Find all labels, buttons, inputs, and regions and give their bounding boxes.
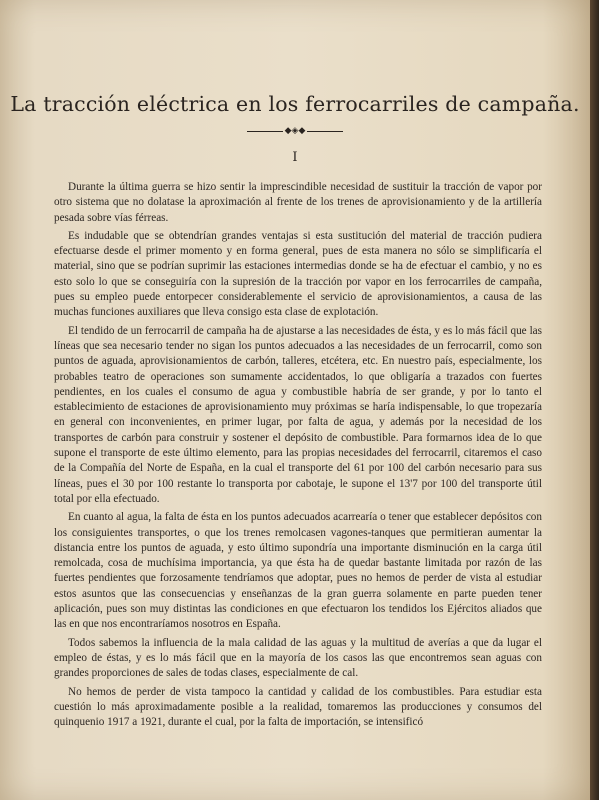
section-number: I [292,150,298,165]
ornament-rule-right [307,131,343,132]
paragraph: Es indudable que se obtendrían grandes ventajas si esta sustitución del material de tracción pudiera efectuarse desde el primer momento y en forma general, pues de esta manera no sólo se simplificaría el material, sino que se podrían suprimir las estaciones intermedias donde se ha de efectuar el cambio, y no es esto solo lo que se conseguiría con la supresión de la tracción por vapor en los ferrocarriles de campaña, pues su empleo puede entorpecer considerablemente el servicio de aprovisionamientos, a causa de las muchas funciones auxiliares que lleva consigo esta clase de explotación. [54,229,542,319]
paragraph: En cuanto al agua, la falta de ésta en los puntos adecuados acarrearía o tener que establecer depósitos con los consiguientes transportes, o que los trenes remolcasen vagones-tanques que permitieran aumentar la distancia entre los puntos de aguada, y esto último supondría una importante disminución en la carga útil remolcada, cosa de muchísima importancia, ya que ésta ha de quedar bastante limitada por razón de las fuertes pendientes que forzosamente tendríamos que adoptar, pues no hemos de perder de vista al estudiar estos asuntos que las consecuencias y enseñanzas de la gran guerra solamente en parte pueden tener aplicación, pues son muy distintas las condiciones en que efectuaron los tendidos los Ejércitos aliados que las en que nos encontraríamos nosotros en España. [54,511,542,631]
page-edge [590,0,599,800]
paragraph: Todos sabemos la influencia de la mala calidad de las aguas y la multitud de averías a que da lugar el empleo de éstas, y es lo más fácil que en la mayoría de los casos las que encontremos sean aguas con grandes proporciones de sales de todas clases, especialmente de cal. [54,636,542,680]
title-ornament [0,122,590,140]
document-title: La tracción eléctrica en los ferrocarriles de campaña. [10,92,580,116]
paragraph: Durante la última guerra se hizo sentir la imprescindible necesidad de sustituir la tracción de vapor por otro sistema que no dolatase la aproximación al frente de los trenes de aprovisionamiento y de la artillería pesada sobre vías férreas. [54,181,542,224]
paragraph: El tendido de un ferrocarril de campaña ha de ajustarse a las necesidades de ésta, y es lo más fácil que las líneas que sea necesario tender no sigan los puntos adecuados a las necesidades de un ferrocarril, como son puntos de aguada, aprovisionamientos de carbón, talleres, etcétera, etc. En nuestro país, especialmente, los probables teatro de operaciones son sumamente accidentados, lo que obligaría a trazados con fuertes pendientes, en los cuales el consumo de agua y combustible habría de ser grande, y por lo tanto el establecimiento de estaciones de aprovisionamiento muy próximas se haría indispensable, lo que tropezaría en general con inconvenientes, en primer lugar, por falta de agua, y además por la necesidad de los transportes de carbón para construir y sostener el depósito de combustible. Para formarnos idea de lo que supone el transporte de este último elemento, para las propias necesidades del ferrocarril, citaremos el caso de la Compañía del Norte de España, en la cual el transporte del 61 por 100 del carbón necesario para sus líneas, pues el 30 por 100 restante lo transporta por cabotaje, le supone el 13'7 por 100 del transporte útil total por ella efectuado. [54,324,542,505]
ornament-glyph: ◆◈◆ [284,126,306,137]
document-body [54,180,542,733]
ornament-rule-left [247,131,283,132]
paragraph: No hemos de perder de vista tampoco la cantidad y calidad de los combustibles. Para estudiar esta cuestión lo más aproximadamente posible a la realidad, tomaremos las producciones y consumos del quinquenio 1917 a 1921, durante el cual, por la falta de importación, se intensificó [54,685,542,729]
